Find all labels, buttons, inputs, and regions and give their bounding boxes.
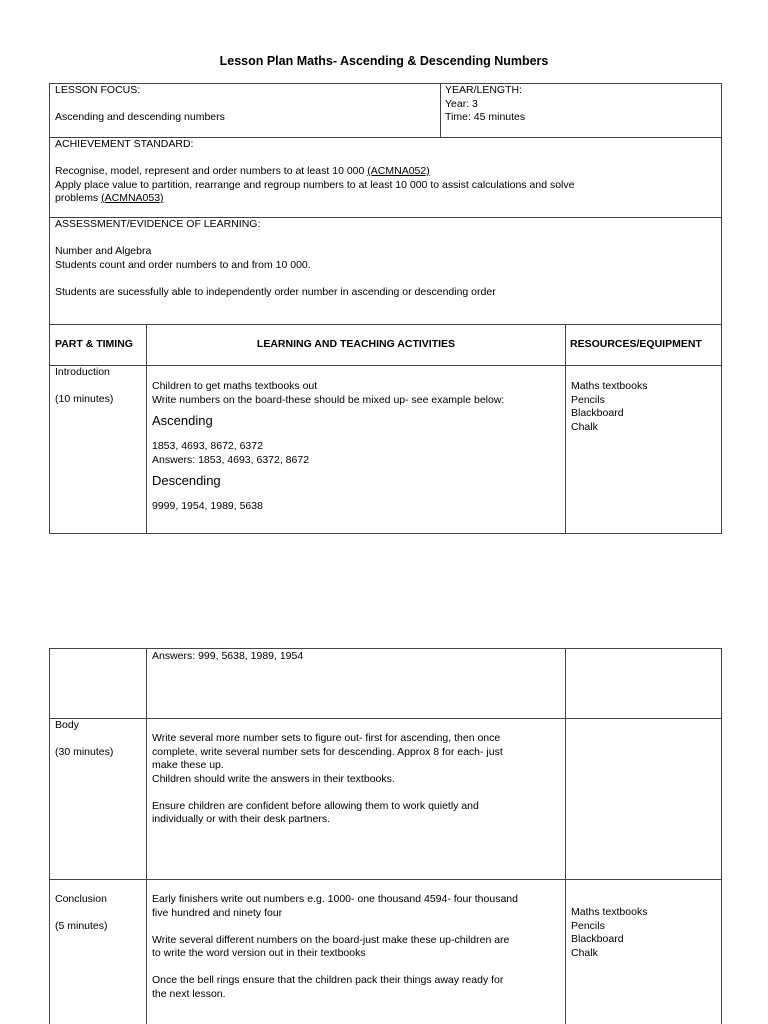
table-border xyxy=(49,648,722,649)
curriculum-code-link[interactable]: (ACMNA053) xyxy=(101,192,164,204)
resource-item: Chalk xyxy=(571,946,598,959)
header-part-timing: PART & TIMING xyxy=(55,338,133,350)
intro-part-cell xyxy=(55,366,113,407)
ascending-answers: Answers: 1853, 4693, 6372, 8672 xyxy=(152,453,310,466)
table-border xyxy=(721,648,722,1024)
body-line: complete, write several number sets for descending. Approx 8 for each- just xyxy=(152,745,503,758)
resource-item: Pencils xyxy=(571,919,605,932)
time-value: Time: 45 minutes xyxy=(445,111,526,123)
resource-item: Chalk xyxy=(571,420,598,433)
header-resources: RESOURCES/EQUIPMENT xyxy=(570,338,702,350)
conclusion-part-label: Conclusion xyxy=(55,893,107,905)
resource-item: Blackboard xyxy=(571,933,624,945)
intro-part-label: Introduction xyxy=(55,366,110,378)
body-part-label: Body xyxy=(55,719,79,731)
table-border xyxy=(721,83,722,534)
resource-item: Pencils xyxy=(571,393,605,406)
achievement-line-2: Apply place value to partition, rearrange and regroup numbers to at least 10 000 to assist calculations and solve xyxy=(55,178,575,191)
achievement-cell xyxy=(55,138,574,206)
descending-heading: Descending xyxy=(152,473,221,488)
body-line: Children should write the answers in their textbooks. xyxy=(152,772,395,785)
year-value: Year: 3 xyxy=(445,97,478,110)
body-part-cell xyxy=(55,719,113,760)
body-activities-cell xyxy=(152,732,503,827)
conclusion-line: Once the bell rings ensure that the children pack their things away ready for xyxy=(152,974,504,986)
table-border xyxy=(49,718,722,719)
assessment-label: ASSESSMENT/EVIDENCE OF LEARNING: xyxy=(55,218,261,230)
table-border xyxy=(49,533,722,534)
header-activities: LEARNING AND TEACHING ACTIVITIES xyxy=(256,338,456,350)
conclusion-activities-cell xyxy=(152,893,518,1001)
intro-activity-1: Children to get maths textbooks out xyxy=(152,380,318,392)
page-title: Lesson Plan Maths- Ascending & Descending Numbers xyxy=(219,54,549,68)
table-border xyxy=(49,324,722,325)
continued-answers: Answers: 999, 5638, 1989, 1954 xyxy=(152,650,304,662)
body-line: Ensure children are confident before allowing them to work quietly and xyxy=(152,799,479,812)
table-border xyxy=(565,648,566,1024)
lesson-focus-label: LESSON FOCUS: xyxy=(55,84,141,96)
year-length-cell xyxy=(445,84,525,125)
assessment-line-3: Students are sucessfully able to independently order number in ascending or descending order xyxy=(55,285,496,298)
table-border xyxy=(49,648,50,1024)
year-length-label: YEAR/LENGTH: xyxy=(445,84,523,96)
body-line: Write several more number sets to figure out- first for ascending, then once xyxy=(152,732,501,744)
intro-resources-cell xyxy=(571,380,647,434)
conclusion-line: five hundred and ninety four xyxy=(152,906,283,919)
achievement-line-3 xyxy=(55,192,574,206)
table-border xyxy=(146,648,147,1024)
table-border xyxy=(565,324,566,534)
achievement-line-1 xyxy=(55,165,574,179)
table-border xyxy=(49,83,50,534)
conclusion-line: Write several different numbers on the board-just make these up-children are xyxy=(152,933,510,946)
body-line: individually or with their desk partners. xyxy=(152,813,330,825)
lesson-focus-cell xyxy=(55,84,225,125)
table-border xyxy=(49,365,722,366)
conclusion-resources-cell xyxy=(571,906,647,960)
achievement-text-1: Recognise, model, represent and order numbers to at least 10 000 xyxy=(55,165,368,177)
conclusion-line: to write the word version out in their textbooks xyxy=(152,947,366,959)
body-timing: (30 minutes) xyxy=(55,746,114,758)
assessment-line-1: Number and Algebra xyxy=(55,245,152,257)
ascending-heading: Ascending xyxy=(152,413,213,428)
intro-timing: (10 minutes) xyxy=(55,393,114,405)
resource-item: Maths textbooks xyxy=(571,906,648,918)
body-line: make these up. xyxy=(152,759,224,771)
conclusion-line: the next lesson. xyxy=(152,987,226,1000)
conclusion-line: Early finishers write out numbers e.g. 1000- one thousand 4594- four thousand xyxy=(152,893,518,905)
assessment-line-2: Students count and order numbers to and from 10 000. xyxy=(55,258,311,271)
descending-numbers: 9999, 1954, 1989, 5638 xyxy=(152,500,263,512)
achievement-label: ACHIEVEMENT STANDARD: xyxy=(55,138,194,150)
conclusion-part-cell xyxy=(55,893,108,934)
lesson-focus-value: Ascending and descending numbers xyxy=(55,111,225,123)
resource-item: Blackboard xyxy=(571,407,624,419)
conclusion-timing: (5 minutes) xyxy=(55,920,108,932)
intro-activity-2: Write numbers on the board-these should be mixed up- see example below: xyxy=(152,393,505,406)
curriculum-code-link[interactable]: (ACMNA052) xyxy=(367,165,430,177)
intro-activities-cell xyxy=(152,380,504,514)
resource-item: Maths textbooks xyxy=(571,380,648,392)
ascending-numbers: 1853, 4693, 8672, 6372 xyxy=(152,440,263,452)
table-border xyxy=(440,83,441,137)
table-border xyxy=(146,324,147,534)
achievement-text-3: problems xyxy=(55,192,102,204)
table-border xyxy=(49,879,722,880)
assessment-cell xyxy=(55,218,496,299)
